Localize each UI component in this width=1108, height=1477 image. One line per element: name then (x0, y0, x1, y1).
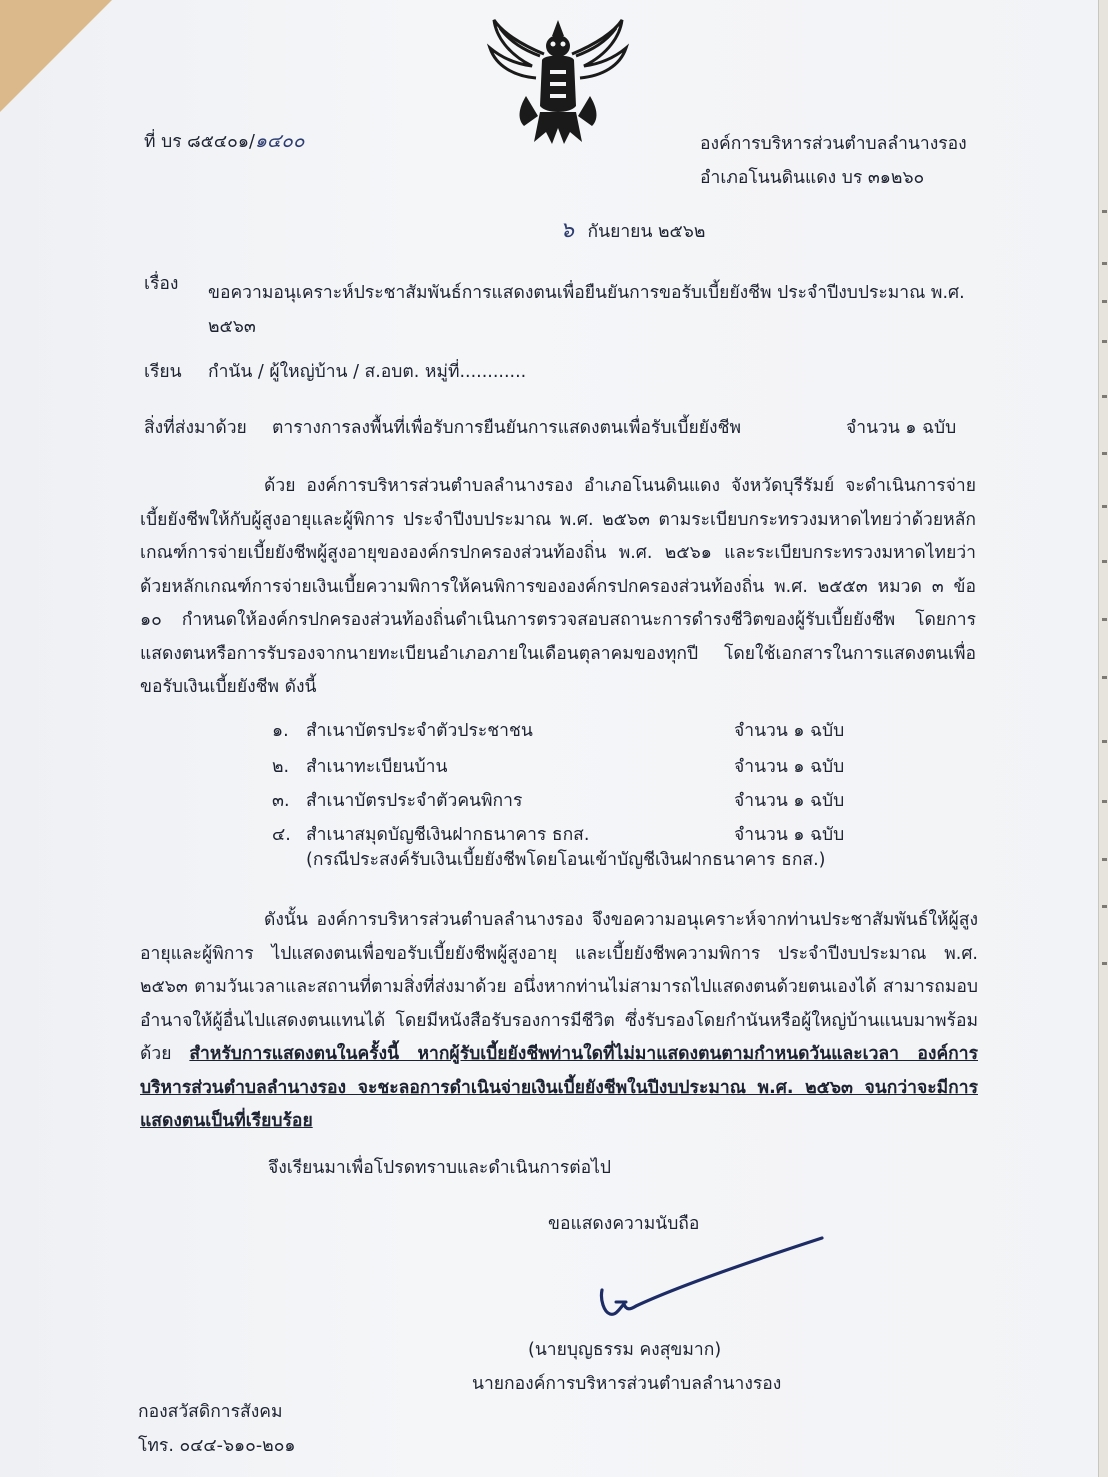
document-count: จำนวน ๑ ฉบับ (734, 757, 845, 777)
document-item (272, 752, 872, 776)
closing-line: จึงเรียนมาเพื่อโปรดทราบและดำเนินการต่อไป (268, 1158, 612, 1178)
document-item (272, 820, 872, 844)
organization-name: องค์การบริหารส่วนตำบลลำนางรอง (700, 134, 967, 154)
document-number: ๒. (272, 757, 290, 777)
document-count: จำนวน ๑ ฉบับ (734, 791, 845, 811)
reference-number (144, 132, 305, 152)
folder-corner-overlay (0, 0, 112, 112)
garuda-emblem-icon (480, 14, 636, 148)
paragraph-2-text: ดังนั้น องค์การบริหารส่วนตำบลลำนางรอง จึงขอความอนุเคราะห์จากท่านประชาสัมพันธ์ให้ผู้สูงอายุและผู้พิการ ไปแสดงตนเพื่อขอรับเบี้ยยังชีพผู้สูงอายุ และเบี้ยยังชีพความพิการ ประจำปีงบประมาณ พ.ศ. ๒๕๖๓ ตามวันเวลาและสถานที่ตามสิ่งที่ส่งมาด้วย อนึ่งหากท่านไม่สามารถไปแสดงตนด้วยตนเองได้ สามารถมอบอำนาจให้ผู้อื่นไปแสดงตนแทนได้ โดยมีหนังสือรับรองการมีชีวิต ซึ่งรับรองโดยกำนันหรือผู้ใหญ่บ้านแนบมาพร้อมด้วย (140, 910, 978, 1064)
document-number: ๑. (272, 721, 289, 741)
document-count: จำนวน ๑ ฉบับ (734, 825, 845, 845)
body-paragraph-2 (140, 904, 978, 1139)
enclosure-label: สิ่งที่ส่งมาด้วย (144, 418, 247, 438)
document-name: สำเนาทะเบียนบ้าน (306, 757, 448, 777)
recipient-label: เรียน (144, 362, 182, 382)
subject-text: ขอความอนุเคราะห์ประชาสัมพันธ์การแสดงตนเพื่อยืนยันการขอรับเบี้ยยังชีพ ประจำปีงบประมาณ พ.ศ. ๒๕๖๓ (208, 283, 965, 337)
document-number: ๔. (272, 825, 291, 845)
regards-text: ขอแสดงความนับถือ (548, 1214, 700, 1234)
documents-note: (กรณีประสงค์รับเงินเบี้ยยังชีพโดยโอนเข้าบัญชีเงินฝากธนาคาร ธกส.) (306, 850, 826, 870)
letter-date (560, 220, 705, 242)
document-name: สำเนาบัตรประจำตัวคนพิการ (306, 791, 523, 811)
document-name: สำเนาบัตรประจำตัวประชาชน (306, 721, 533, 741)
date-handwritten-day: ๖ (560, 218, 574, 243)
body-paragraph-1 (140, 470, 976, 705)
date-month-year: กันยายน ๒๕๖๒ (587, 222, 706, 242)
paragraph-2-emphasis: สำหรับการแสดงตนในครั้งนี้ หากผู้รับเบี้ยยังชีพท่านใดที่ไม่มาแสดงตนตามกำหนดวันและเวลา องค์การบริหารส่วนตำบลลำนางรอง จะชะลอการดำเนินจ่ายเงินเบี้ยยังชีพในปีงบประมาณ พ.ศ. ๒๕๖๓ จนกว่าจะมีการแสดงตนเป็นที่เรียบร้อย (140, 1044, 978, 1131)
phone-number: โทร. ๐๔๔-๖๑๐-๒๐๑ (138, 1436, 296, 1456)
signatory-position: นายกองค์การบริหารส่วนตำบลลำนางรอง (472, 1374, 782, 1394)
recipient-text: กำนัน / ผู้ใหญ่บ้าน / ส.อบต. หมู่ที่............ (208, 362, 527, 382)
department-name: กองสวัสดิการสังคม (138, 1402, 283, 1422)
paragraph-1-text: ด้วย องค์การบริหารส่วนตำบลลำนางรอง อำเภอโนนดินแดง จังหวัดบุรีรัมย์ จะดำเนินการจ่ายเบี้ยยังชีพให้กับผู้สูงอายุและผู้พิการ ประจำปีงบประมาณ พ.ศ. ๒๕๖๓ ตามระเบียบกระทรวงมหาดไทยว่าด้วยหลักเกณฑ์การจ่ายเบี้ยยังชีพผู้สูงอายุขององค์กรปกครองส่วนท้องถิ่น พ.ศ. ๒๕๖๑ และระเบียบกระทรวงมหาดไทยว่าด้วยหลักเกณฑ์การจ่ายเงินเบี้ยความพิการให้คนพิการขององค์กรปกครองส่วนท้องถิ่น พ.ศ. ๒๕๕๓ หมวด ๓ ข้อ ๑๐ กำหนดให้องค์กรปกครองส่วนท้องถิ่นดำเนินการตรวจสอบสถานะการดำรงชีวิตของผู้รับเบี้ยยังชีพ โดยการแสดงตนหรือการรับรองจากนายทะเบียนอำเภอภายในเดือนตุลาคมของทุกปี โดยใช้เอกสารในการแสดงตนเพื่อขอรับเงินเบี้ยยังชีพ ดังนี้ (140, 476, 976, 697)
enclosure-text: ตารางการลงพื้นที่เพื่อรับการยืนยันการแสดงตนเพื่อรับเบี้ยยังชีพ (272, 418, 741, 438)
enclosure-count: จำนวน ๑ ฉบับ (846, 418, 957, 438)
document-count: จำนวน ๑ ฉบับ (734, 721, 845, 741)
document-item (272, 716, 872, 740)
reference-handwritten-number: ๑๔๐๐ (254, 130, 305, 152)
document-name: สำเนาสมุดบัญชีเงินฝากธนาคาร ธกส. (306, 825, 590, 845)
reference-prefix: ที่ บร ๘๕๔๐๑/ (144, 132, 255, 152)
document-item (272, 786, 872, 810)
document-number: ๓. (272, 791, 290, 811)
signatory-name: (นายบุญธรรม คงสุขมาก) (528, 1340, 722, 1360)
page-stack-edge (1098, 0, 1108, 1477)
subject-label: เรื่อง (144, 274, 179, 294)
handwritten-signature (590, 1232, 830, 1322)
organization-address: อำเภอโนนดินแดง บร ๓๑๒๖๐ (700, 168, 925, 188)
